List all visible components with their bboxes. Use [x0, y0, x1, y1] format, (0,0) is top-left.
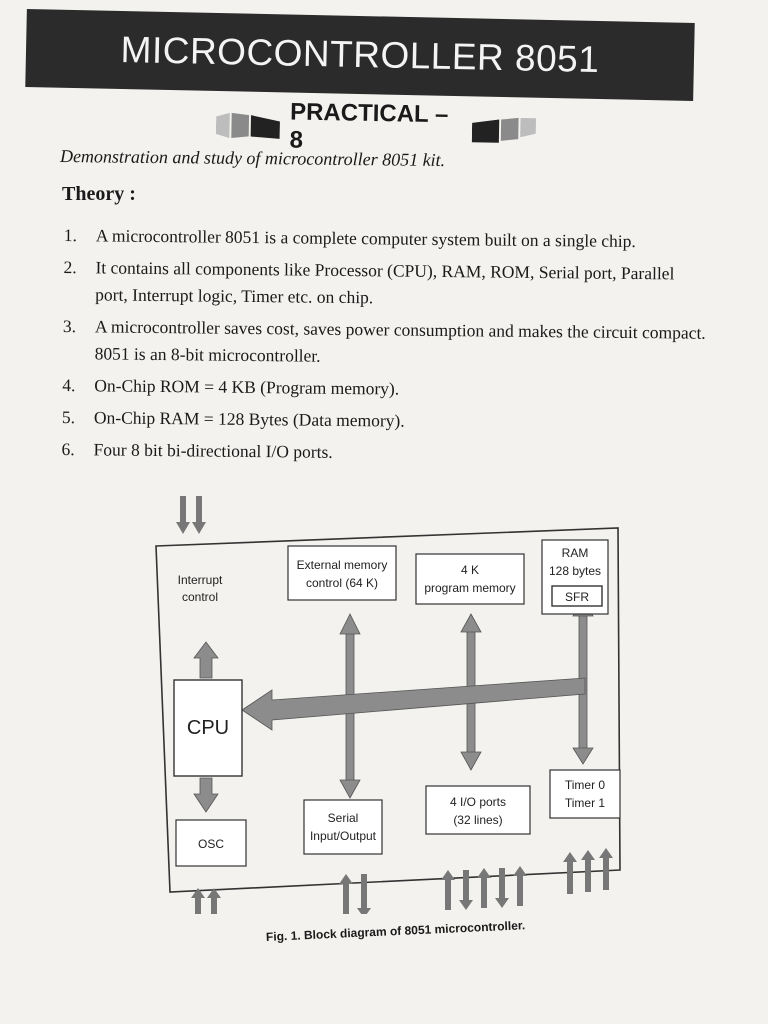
title-banner — [25, 9, 694, 101]
page-title: MICROCONTROLLER 8051 — [120, 28, 600, 81]
theory-point-2 — [59, 254, 710, 315]
point-text: On-Chip RAM = 128 Bytes (Data memory). — [93, 407, 405, 431]
point-number: 2. — [63, 257, 77, 278]
point-number: 4. — [62, 375, 76, 396]
point-text: A microcontroller saves cost, saves power consumption and makes the circuit compact. 8051 is an 8-bit microcontroller. — [94, 316, 706, 366]
cpu-label: CPU — [186, 717, 230, 739]
theory-point-3 — [58, 313, 709, 374]
figure-caption: Fig. 1. Block diagram of 8051 microcontroller. — [265, 918, 526, 944]
external-memory-block — [288, 546, 396, 600]
serial-label-2: Input/Output — [309, 829, 377, 843]
osc-label: OSC — [197, 837, 225, 851]
point-number: 3. — [62, 316, 77, 337]
timer-label-2: Timer 1 — [564, 796, 606, 810]
practical-heading — [216, 98, 537, 154]
theory-point-4 — [58, 372, 708, 406]
block-diagram — [150, 494, 630, 914]
extmem-label-2: control (64 K) — [305, 576, 379, 590]
internal-bus — [194, 614, 587, 812]
point-text: Four 8 bit bi-directional I/O ports. — [93, 439, 333, 462]
point-number: 5. — [61, 407, 76, 428]
serial-io-block — [304, 800, 382, 854]
point-text: On-Chip ROM = 4 KB (Program memory). — [94, 375, 400, 399]
left-stripe-decoration — [216, 112, 280, 139]
theory-point-1 — [60, 222, 710, 256]
theory-points — [57, 222, 710, 475]
point-number: 1. — [63, 225, 78, 246]
prog-label-1: 4 K — [460, 563, 480, 577]
ports-label-1: 4 I/O ports — [449, 795, 507, 809]
right-stripe-decoration — [472, 117, 536, 144]
ram-label-2: 128 bytes — [548, 564, 602, 578]
aim-statement: Demonstration and study of microcontroller 8051 kit. — [59, 146, 446, 171]
sfr-label: SFR — [565, 590, 589, 604]
theory-heading: Theory : — [62, 183, 136, 205]
practical-label: PRACTICAL – 8 — [289, 98, 449, 154]
timer-label-1: Timer 0 — [564, 778, 606, 792]
point-number: 6. — [61, 439, 75, 460]
extmem-label-1: External memory — [296, 558, 388, 572]
theory-point-6 — [57, 436, 707, 470]
interrupt-label-1: Interrupt — [177, 573, 223, 587]
ram-label-1: RAM — [561, 546, 589, 560]
prog-label-2: program memory — [424, 581, 516, 595]
point-text: It contains all components like Processor (CPU), RAM, ROM, Serial port, Parallel port, Interrupt logic, Timer etc. on chip. — [95, 257, 675, 308]
point-text: A microcontroller 8051 is a complete computer system built on a single chip. — [95, 225, 636, 252]
interrupt-label-2: control — [181, 590, 219, 604]
serial-label-1: Serial — [327, 811, 359, 825]
program-memory-block — [416, 554, 524, 604]
ports-label-2: (32 lines) — [453, 813, 503, 827]
theory-point-5 — [58, 404, 708, 438]
